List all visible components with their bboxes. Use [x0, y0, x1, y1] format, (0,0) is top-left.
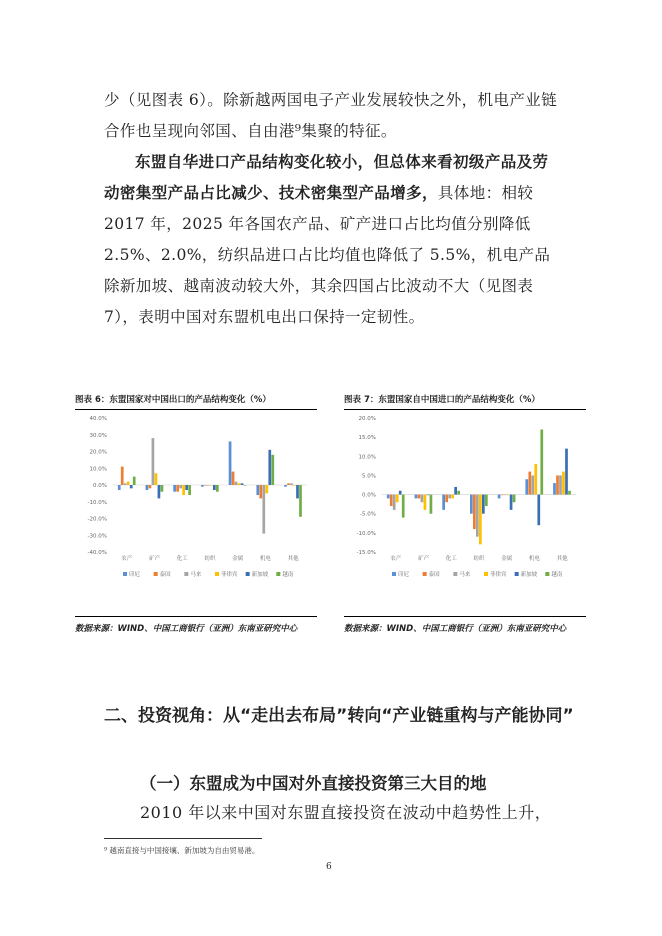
bar-菲律宾-纺织	[210, 485, 213, 486]
bar-越南-纺织	[485, 495, 488, 506]
x-tick-label: 农产	[390, 556, 402, 562]
bar-越南-机电	[540, 429, 543, 494]
bar-新加坡-金属	[241, 483, 244, 485]
bar-印尼-机电	[525, 479, 528, 494]
legend-swatch	[392, 572, 396, 576]
bar-马来-纺织	[207, 485, 210, 486]
bar-印尼-机电	[256, 485, 259, 495]
bar-泰国-其他	[556, 475, 559, 494]
bar-泰国-其他	[287, 483, 290, 485]
bar-印尼-矿产	[146, 485, 149, 490]
bar-越南-化工	[457, 491, 460, 495]
paragraph-2-rest: 具体地：相较 2017 年，2025 年各国农产品、矿产进口占比均值分别降低 2.5%、2.0%，纺织品进口占比均值也降低了 5.5%，机电产品除新加坡、越南波动较大外，其余四国占比波动不大（见图表 7），表明中国对东盟机电出口保持一定韧性。	[104, 184, 551, 326]
y-tick-label: -10.0%	[356, 530, 376, 537]
bar-新加坡-机电	[268, 450, 271, 485]
footnote: ⁹ 越南直接与中国接壤、新加坡为自由贸易港。	[104, 846, 260, 855]
legend-swatch	[276, 572, 280, 576]
legend-label: 马来	[190, 572, 202, 578]
bar-印尼-纺织	[470, 495, 473, 514]
bar-马来-化工	[448, 495, 451, 499]
bar-新加坡-矿产	[158, 485, 161, 498]
section-heading: 二、投资视角：从“走出去布局”转向“产业链重构与产能协同”	[104, 706, 574, 726]
y-tick-label: 20.0%	[358, 416, 376, 422]
legend-swatch	[154, 572, 158, 576]
figure-7	[344, 393, 586, 634]
y-tick-label: 15.0%	[358, 435, 376, 442]
bar-马来-其他	[290, 483, 293, 485]
y-tick-label: 30.0%	[89, 432, 107, 439]
x-tick-label: 化工	[176, 556, 188, 562]
bar-菲律宾-金属	[238, 483, 241, 485]
bar-马来-农产	[393, 495, 396, 510]
bar-菲律宾-矿产	[155, 473, 158, 485]
bar-菲律宾-矿产	[424, 495, 427, 510]
y-tick-label: -10.0%	[87, 499, 107, 506]
bar-越南-农产	[133, 477, 136, 485]
bar-新加坡-化工	[185, 485, 188, 490]
bar-马来-金属	[235, 482, 238, 485]
legend-label: 菲律宾	[221, 572, 238, 578]
y-tick-label: -40.0%	[87, 550, 107, 556]
bar-印尼-纺织	[201, 485, 204, 487]
bar-马来-纺织	[476, 495, 479, 537]
legend-label: 新加坡	[251, 572, 269, 578]
bar-泰国-化工	[176, 485, 179, 492]
y-tick-label: -15.0%	[356, 550, 376, 556]
bar-新加坡-化工	[454, 487, 457, 495]
bar-马来-农产	[124, 483, 127, 485]
legend-label: 印尼	[398, 572, 410, 578]
bar-菲律宾-化工	[182, 485, 185, 495]
bar-越南-农产	[402, 495, 405, 518]
legend-swatch	[123, 572, 127, 576]
bar-新加坡-农产	[130, 485, 133, 488]
y-tick-label: 10.0%	[89, 466, 107, 473]
legend-label: 马来	[459, 572, 471, 578]
x-tick-label: 其他	[287, 556, 299, 562]
x-tick-label: 其他	[556, 556, 568, 562]
bar-印尼-矿产	[415, 495, 418, 499]
bar-马来-矿产	[152, 438, 155, 485]
legend-swatch	[545, 572, 549, 576]
y-tick-label: 10.0%	[358, 454, 376, 461]
bar-新加坡-机电	[537, 495, 540, 526]
figure-7-source: 数据来源：WIND、中国工商银行（亚洲）东南亚研究中心	[344, 616, 586, 638]
page-number: 6	[326, 862, 332, 872]
bar-菲律宾-纺织	[479, 495, 482, 545]
bar-印尼-化工	[442, 495, 445, 510]
footnote-rule	[104, 838, 262, 839]
paragraph-2-bold: 东盟自华进口产品结构变化较小，但总体来看初级产品及劳动密集型产品占比减少、技术密集型产品增多，	[104, 153, 549, 202]
bar-越南-金属	[244, 485, 247, 486]
bar-泰国-农产	[121, 467, 124, 485]
y-tick-label: 20.0%	[89, 449, 107, 456]
legend-swatch	[453, 572, 457, 576]
figure-6	[75, 393, 317, 634]
bar-马来-化工	[179, 485, 182, 488]
figure-6-title: 图表 6：东盟国家对中国出口的产品结构变化（%）	[75, 393, 317, 410]
legend-label: 印尼	[129, 572, 141, 578]
x-tick-label: 机电	[259, 556, 271, 562]
bar-泰国-矿产	[149, 485, 152, 488]
bar-印尼-其他	[284, 485, 287, 487]
bar-越南-纺织	[216, 485, 219, 492]
x-tick-label: 金属	[501, 556, 513, 562]
bar-越南-其他	[299, 485, 302, 517]
y-tick-label: -30.0%	[87, 533, 107, 540]
bar-菲律宾-其他	[293, 485, 296, 486]
bar-马来-金属	[504, 495, 507, 496]
bar-新加坡-其他	[296, 485, 299, 498]
y-tick-label: 0.0%	[93, 483, 107, 489]
bar-菲律宾-其他	[562, 472, 565, 495]
bar-新加坡-农产	[399, 491, 402, 495]
bar-菲律宾-农产	[127, 482, 130, 485]
x-tick-label: 矿产	[149, 556, 161, 562]
bar-菲律宾-农产	[396, 495, 399, 503]
bar-泰国-化工	[445, 495, 448, 503]
bar-马来-矿产	[421, 495, 424, 503]
x-tick-label: 金属	[232, 556, 244, 562]
paragraph-2	[104, 147, 564, 333]
y-tick-label: -5.0%	[360, 511, 376, 518]
x-tick-label: 纺织	[204, 556, 216, 562]
bar-马来-机电	[531, 475, 534, 494]
bar-新加坡-金属	[510, 495, 513, 510]
legend-swatch	[423, 572, 427, 576]
y-tick-label: 40.0%	[89, 416, 107, 422]
legend-swatch	[184, 572, 188, 576]
legend-label: 越南	[551, 572, 563, 578]
bar-印尼-农产	[387, 495, 390, 499]
bar-越南-矿产	[430, 495, 433, 514]
bar-菲律宾-金属	[507, 495, 510, 496]
x-tick-label: 纺织	[473, 556, 485, 562]
figure-7-chart	[344, 410, 586, 600]
figure-7-title: 图表 7：东盟国家自中国进口的产品结构变化（%）	[344, 393, 586, 410]
bar-马来-机电	[262, 485, 265, 534]
bar-新加坡-纺织	[213, 485, 216, 490]
section-subheading: （一）东盟成为中国对外直接投资第三大目的地	[140, 774, 487, 793]
bar-菲律宾-化工	[451, 495, 454, 499]
bar-泰国-机电	[528, 472, 531, 495]
bar-马来-其他	[559, 475, 562, 494]
x-tick-label: 农产	[121, 556, 133, 562]
bar-越南-矿产	[161, 485, 164, 492]
bar-印尼-金属	[498, 495, 501, 499]
bar-越南-化工	[188, 485, 191, 495]
bar-泰国-金属	[232, 472, 235, 485]
y-tick-label: -20.0%	[87, 516, 107, 523]
figure-6-source: 数据来源：WIND、中国工商银行（亚洲）东南亚研究中心	[75, 616, 317, 638]
bar-泰国-农产	[390, 495, 393, 506]
x-tick-label: 机电	[528, 556, 540, 562]
legend-swatch	[484, 572, 488, 576]
bar-泰国-矿产	[418, 495, 421, 499]
bar-菲律宾-机电	[534, 464, 537, 495]
bar-泰国-纺织	[204, 485, 207, 486]
y-tick-label: 5.0%	[362, 473, 376, 480]
bar-越南-机电	[271, 455, 274, 485]
legend-label: 越南	[282, 572, 294, 578]
bar-新加坡-纺织	[482, 495, 485, 514]
legend-label: 新加坡	[520, 572, 538, 578]
bar-新加坡-矿产	[427, 495, 430, 496]
section-body: 2010 年以来中国对东盟直接投资在波动中趋势性上升，	[140, 803, 552, 822]
y-tick-label: 0.0%	[362, 492, 376, 499]
x-tick-label: 化工	[445, 556, 457, 562]
bar-印尼-化工	[173, 485, 176, 492]
legend-swatch	[215, 572, 219, 576]
bar-泰国-金属	[501, 495, 504, 496]
bar-泰国-机电	[259, 485, 262, 498]
figure-6-chart	[75, 410, 317, 600]
paragraph-1: 少（见图表 6）。除新越两国电子产业发展较快之外，机电产业链合作也呈现向邻国、自由港⁹集聚的特征。	[104, 91, 558, 140]
bar-印尼-其他	[553, 483, 556, 494]
bar-越南-其他	[568, 491, 571, 495]
legend-label: 泰国	[428, 572, 440, 578]
legend-swatch	[515, 572, 519, 576]
legend-swatch	[246, 572, 250, 576]
bar-印尼-农产	[118, 485, 121, 490]
bar-菲律宾-机电	[265, 485, 268, 493]
bar-印尼-金属	[229, 441, 232, 485]
bar-越南-金属	[513, 495, 516, 503]
x-tick-label: 矿产	[418, 556, 430, 562]
legend-label: 菲律宾	[490, 572, 507, 578]
bar-新加坡-其他	[565, 449, 568, 495]
bar-泰国-纺织	[473, 495, 476, 529]
legend-label: 泰国	[159, 572, 171, 578]
